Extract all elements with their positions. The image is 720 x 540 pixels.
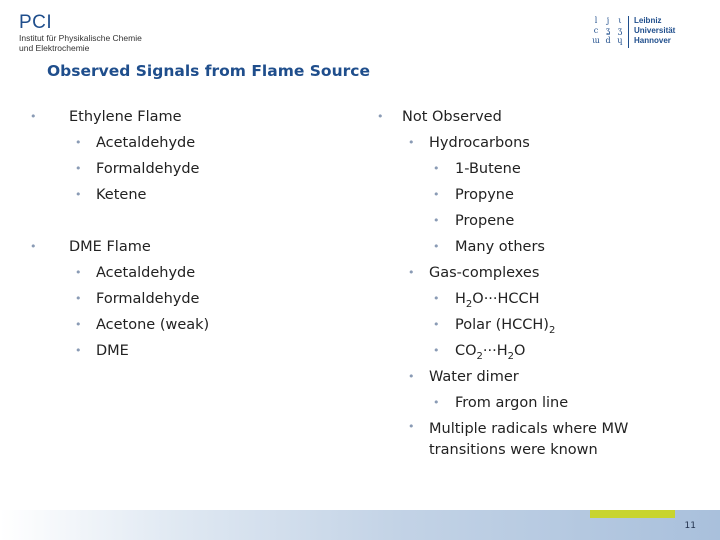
bullet-icon: •: [30, 240, 37, 253]
list-item: • Ketene: [30, 182, 209, 208]
pci-logo-abbr: PCI: [19, 12, 53, 33]
bullet-icon: •: [408, 136, 415, 149]
luh-logo-mark: l j ι c ʓ ʒ ɯ d ɥ: [592, 16, 623, 45]
bullet-icon: •: [75, 292, 82, 305]
bullet-icon: •: [408, 266, 415, 279]
list-item: • $H_2O\cdot\cdot\cdot HCCH$: [377, 286, 669, 312]
page-number: 11: [684, 521, 696, 531]
bullet-icon: •: [75, 318, 82, 331]
footer-accent: [590, 510, 675, 518]
pci-logo: [19, 13, 142, 53]
list-item: • Acetone (weak): [30, 312, 209, 338]
bullet-icon: •: [433, 292, 440, 305]
bullet-icon: •: [433, 162, 440, 175]
luh-logo-divider: [628, 16, 629, 48]
list-item: • Many others: [377, 234, 669, 260]
bullet-icon: •: [75, 266, 82, 279]
pci-logo-line1: Institut für Physikalische Chemie: [19, 33, 142, 43]
bullet-icon: •: [433, 344, 440, 357]
bullet-icon: •: [433, 240, 440, 253]
bullet-icon: •: [377, 110, 384, 123]
luh-logo-text: Leibniz Universität Hannover: [634, 16, 676, 45]
pci-logo-line2: und Elektrochemie: [19, 43, 90, 53]
list-item: • Formaldehyde: [30, 286, 209, 312]
bullet-icon: •: [433, 318, 440, 331]
list-item: • Polar $(HCCH)_2$: [377, 312, 669, 338]
list-item: • Multiple radicals where MW transitions were known: [377, 416, 669, 461]
list-item: • Acetaldehyde: [30, 260, 209, 286]
bullet-icon: •: [75, 136, 82, 149]
list-item: • Gas-complexes: [377, 260, 669, 286]
list-item: • Ethylene Flame: [30, 104, 209, 130]
list-item: • Formaldehyde: [30, 156, 209, 182]
bullet-icon: •: [433, 188, 440, 201]
list-item: • Not Observed: [377, 104, 669, 130]
list-item: • 1-Butene: [377, 156, 669, 182]
bullet-icon: •: [408, 370, 415, 383]
list-item: • Propyne: [377, 182, 669, 208]
bullet-icon: •: [75, 344, 82, 357]
bullet-icon: •: [75, 188, 82, 201]
left-column: [30, 104, 209, 364]
right-column: [377, 104, 669, 461]
list-item: • Propene: [377, 208, 669, 234]
slide-title: Observed Signals from Flame Source: [47, 62, 370, 80]
bullet-icon: •: [408, 420, 415, 433]
bullet-icon: •: [75, 162, 82, 175]
list-item: • Water dimer: [377, 364, 669, 390]
list-item: • Acetaldehyde: [30, 130, 209, 156]
list-item: • DME Flame: [30, 234, 209, 260]
list-item: • From argon line: [377, 390, 669, 416]
bullet-icon: •: [30, 110, 37, 123]
list-item: • Hydrocarbons: [377, 130, 669, 156]
luh-logo: [590, 16, 675, 48]
list-item: • DME: [30, 338, 209, 364]
list-item: • $CO_2\cdot\cdot\cdot H_2O$: [377, 338, 669, 364]
bullet-icon: •: [433, 396, 440, 409]
bullet-icon: •: [433, 214, 440, 227]
